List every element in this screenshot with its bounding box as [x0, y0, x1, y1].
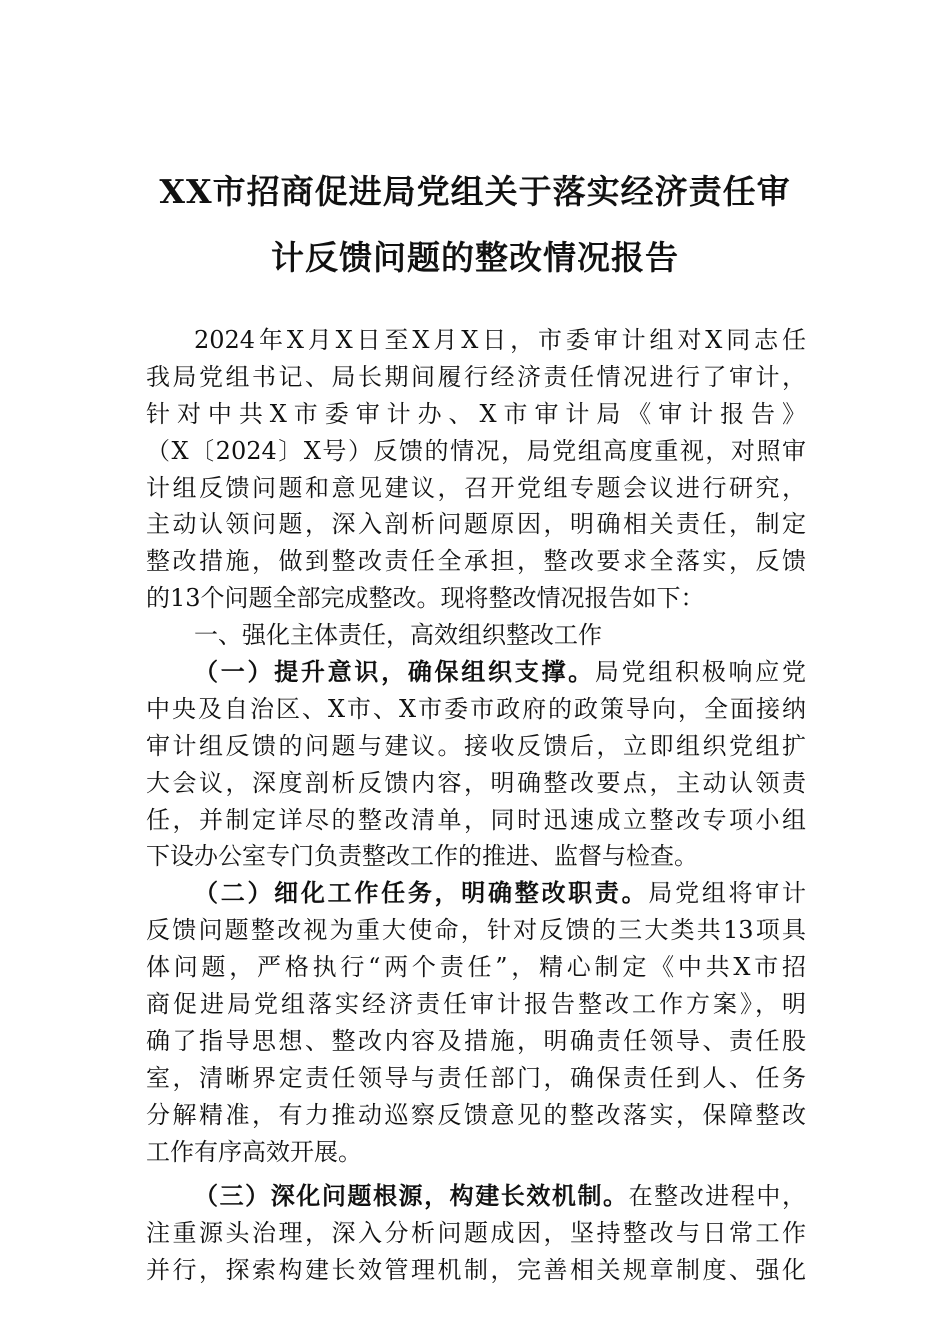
subsection-2-line: 反馈问题整改视为重大使命，针对反馈的三大类共13项具 [146, 916, 806, 945]
subsection-2-line: 室，清晰界定责任领导与责任部门，确保责任到人、任务 [146, 1063, 806, 1092]
subsection-2-first-line [146, 875, 806, 912]
subsection-3-title: （三）深化问题根源，构建长效机制。 [194, 1181, 629, 1211]
subsection-1-title: （一）提升意识，确保组织支撑。 [194, 657, 595, 687]
subsection-2-line: 体问题，严格执行“两个责任”，精心制定《中共X市招 [146, 953, 806, 982]
intro-line: 主动认领问题，深入剖析问题原因，明确相关责任，制定 [146, 510, 806, 539]
subsection-2-line: 分解精准，有力推动巡察反馈意见的整改落实，保障整改 [146, 1100, 806, 1129]
subsection-2-line: 工作有序高效开展。 [146, 1137, 362, 1166]
intro-line: 2024年X月X日至X月X日，市委审计组对X同志任 [194, 326, 806, 354]
intro-line: （X〔2024〕X号）反馈的情况，局党组高度重视，对照审 [146, 436, 806, 465]
intro-line: 的13个问题全部完成整改。现将整改情况报告如下： [146, 584, 705, 613]
subsection-2-text: 局党组将审计 [648, 879, 807, 908]
subsection-3-line: 注重源头治理，深入分析问题成因，坚持整改与日常工作 [146, 1219, 806, 1248]
subsection-3-first-line [146, 1178, 806, 1215]
subsection-1-first-line [146, 654, 806, 691]
document-title-line-1: XX市招商促进局党组关于落实经济责任审 [159, 172, 791, 211]
document-body [146, 322, 806, 1289]
intro-line: 计组反馈问题和意见建议，召开党组专题会议进行研究， [146, 473, 806, 502]
subsection-3-line: 并行，探索构建长效管理机制，完善相关规章制度、强化 [146, 1256, 806, 1285]
subsection-1-line: 审计组反馈的问题与建议。接收反馈后，立即组织党组扩 [146, 731, 806, 760]
subsection-1-line: 任，并制定详尽的整改清单，同时迅速成立整改专项小组 [146, 805, 806, 834]
subsection-3-text: 在整改进程中， [628, 1182, 807, 1211]
subsection-2-line: 商促进局党组落实经济责任审计报告整改工作方案》，明 [146, 990, 806, 1019]
intro-line: 整改措施，做到整改责任全承担，整改要求全落实，反馈 [146, 547, 806, 576]
intro-line: 我局党组书记、局长期间履行经济责任情况进行了审计， [146, 362, 806, 391]
section-heading: 一、强化主体责任，高效组织整改工作 [194, 621, 602, 650]
document-title-line-2: 计反馈问题的整改情况报告 [271, 238, 679, 277]
intro-line: 针对中共X市委审计办、X市审计局《审计报告》 [146, 399, 806, 428]
subsection-1-line: 中央及自治区、X市、X市委市政府的政策导向，全面接纳 [146, 694, 806, 723]
subsection-1-line: 大会议，深度剖析反馈内容，明确整改要点，主动认领责 [146, 768, 806, 797]
subsection-2-title: （二）细化工作任务，明确整改职责。 [194, 878, 649, 908]
subsection-1-line: 下设办公室专门负责整改工作的推进、监督与检查。 [146, 842, 698, 871]
subsection-2-line: 确了指导思想、整改内容及措施，明确责任领导、责任股 [146, 1026, 806, 1055]
subsection-1-text: 局党组积极响应党 [594, 658, 807, 687]
